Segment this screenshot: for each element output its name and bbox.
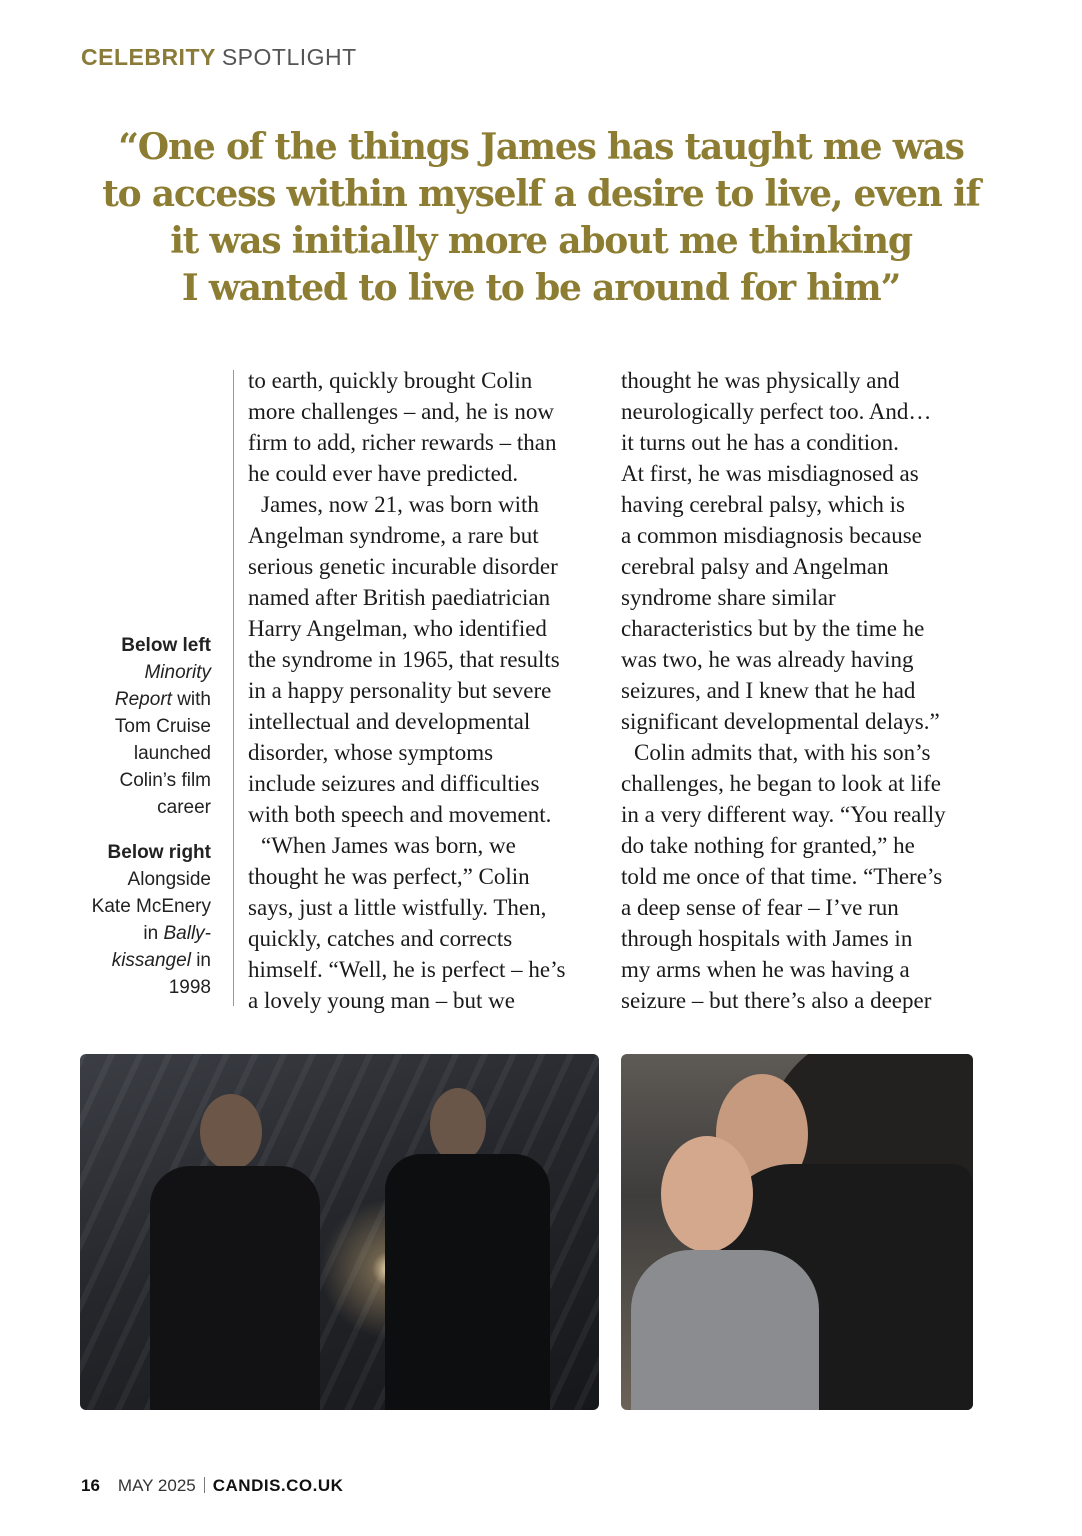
body-line: do take nothing for granted,” he — [621, 833, 915, 858]
body-line: the syndrome in 1965, that results — [248, 647, 560, 672]
pull-quote — [60, 124, 1022, 312]
body-line: disorder, whose symptoms — [248, 740, 494, 765]
caption-text: Colin’s film — [119, 770, 211, 791]
caption-heading: Below right — [107, 842, 211, 863]
page-number: 16 — [81, 1476, 100, 1495]
body-line: told me once of that time. “There’s — [621, 864, 943, 889]
photo-captions — [61, 632, 211, 1019]
body-line: intellectual and developmental — [248, 709, 531, 734]
body-line: a common misdiagnosis because — [621, 523, 922, 548]
caption-line — [61, 767, 211, 794]
body-line: to earth, quickly brought Colin — [248, 368, 533, 393]
footer-separator — [204, 1477, 205, 1493]
caption-text: launched — [133, 743, 211, 764]
page-footer — [81, 1476, 343, 1496]
section-label-bold: CELEBRITY — [81, 44, 216, 70]
body-line: significant developmental delays.” — [621, 709, 940, 734]
caption-title: Minority — [144, 662, 211, 683]
pull-quote-line: I wanted to live to be around for him” — [181, 267, 901, 309]
body-line: challenges, he began to look at life — [621, 771, 941, 796]
body-line: neurologically perfect too. And… — [621, 399, 932, 424]
caption-line — [61, 686, 211, 713]
figure-head-left — [200, 1094, 262, 1170]
body-line: with both speech and movement. — [248, 802, 552, 827]
woman-head — [661, 1136, 753, 1252]
figure-body-left — [150, 1166, 320, 1410]
site-link[interactable]: CANDIS.CO.UK — [212, 1476, 344, 1495]
body-line: in a happy personality but severe — [248, 678, 552, 703]
caption-line — [61, 920, 211, 947]
body-line: named after British paediatrician — [248, 585, 551, 610]
caption-text: with — [171, 689, 211, 710]
figure-head-right — [430, 1088, 486, 1162]
body-line: seizure – but there’s also a deeper — [621, 988, 932, 1013]
body-line: Colin admits that, with his son’s — [634, 740, 931, 765]
caption-text: in — [190, 950, 211, 971]
body-column-2 — [621, 365, 976, 1016]
body-line: firm to add, richer rewards – than — [248, 430, 557, 455]
body-line: a lovely young man – but we — [248, 988, 516, 1013]
caption-line — [61, 974, 211, 1001]
body-line: “When James was born, we — [261, 833, 516, 858]
caption-line — [61, 794, 211, 821]
photo-ballykissangel — [621, 1054, 973, 1410]
body-line: having cerebral palsy, which is — [621, 492, 905, 517]
caption-text: Alongside — [127, 869, 211, 890]
caption-text: Kate McEnery — [91, 896, 211, 917]
body-line: James, now 21, was born with — [261, 492, 539, 517]
issue-date: MAY 2025 — [117, 1476, 196, 1495]
photo-minority-report — [80, 1054, 599, 1410]
woman-body — [631, 1250, 819, 1410]
pull-quote-line: “One of the things James has taught me was — [118, 126, 964, 168]
caption-line — [61, 740, 211, 767]
body-line: syndrome share similar — [621, 585, 836, 610]
pull-quote-line: to access within myself a desire to live, even if — [102, 173, 980, 215]
caption-text: in — [143, 923, 164, 944]
body-line: characteristics but by the time he — [621, 616, 925, 641]
body-line: include seizures and difficulties — [248, 771, 540, 796]
caption-line — [61, 893, 211, 920]
body-line: more challenges – and, he is now — [248, 399, 554, 424]
caption-title: Report — [114, 689, 172, 710]
pull-quote-line: it was initially more about me thinking — [170, 220, 912, 262]
caption-title: Bally- — [163, 923, 211, 944]
caption-line — [61, 866, 211, 893]
body-line: thought he was physically and — [621, 368, 900, 393]
body-line: seizures, and I knew that he had — [621, 678, 916, 703]
body-line: thought he was perfect,” Colin — [248, 864, 530, 889]
body-line: he could ever have predicted. — [248, 461, 519, 486]
body-line: says, just a little wistfully. Then, — [248, 895, 547, 920]
caption-block — [61, 839, 211, 1001]
body-line: Harry Angelman, who identified — [248, 616, 547, 641]
caption-line — [61, 713, 211, 740]
body-line: Angelman syndrome, a rare but — [248, 523, 539, 548]
section-label-light: SPOTLIGHT — [221, 44, 357, 70]
caption-text: Tom Cruise — [114, 716, 211, 737]
caption-text: 1998 — [168, 977, 211, 998]
body-line: a deep sense of fear – I’ve run — [621, 895, 899, 920]
caption-line — [61, 947, 211, 974]
body-line: himself. “Well, he is perfect – he’s — [248, 957, 566, 982]
caption-line — [61, 659, 211, 686]
caption-block — [61, 632, 211, 821]
body-line: quickly, catches and corrects — [248, 926, 513, 951]
body-line: At first, he was misdiagnosed as — [621, 461, 919, 486]
body-line: through hospitals with James in — [621, 926, 913, 951]
body-column-1 — [248, 365, 603, 1016]
body-line: my arms when he was having a — [621, 957, 910, 982]
body-line: it turns out he has a condition. — [621, 430, 899, 455]
caption-title: kissangel — [111, 950, 191, 971]
caption-text: career — [157, 797, 211, 818]
body-line: cerebral palsy and Angelman — [621, 554, 889, 579]
figure-body-right — [385, 1154, 550, 1410]
section-label — [81, 44, 357, 71]
body-line: in a very different way. “You really — [621, 802, 946, 827]
caption-heading: Below left — [121, 635, 211, 656]
column-divider — [233, 370, 234, 1006]
body-line: serious genetic incurable disorder — [248, 554, 558, 579]
body-line: was two, he was already having — [621, 647, 914, 672]
